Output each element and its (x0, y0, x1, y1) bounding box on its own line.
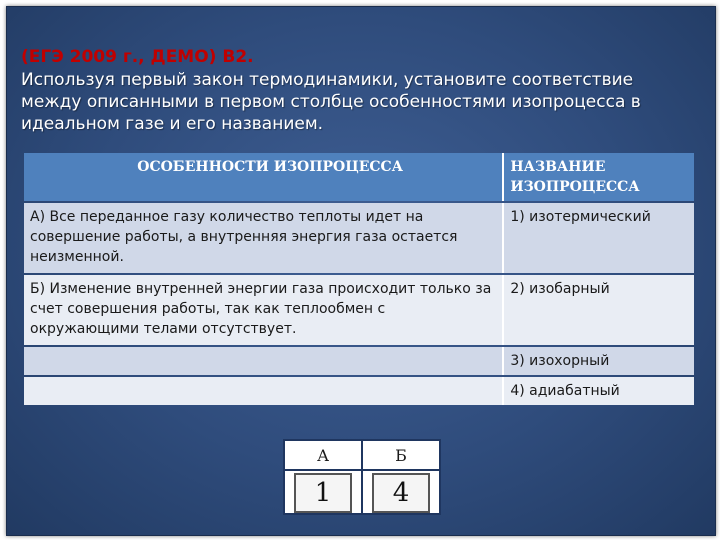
table-row (24, 377, 694, 405)
answer-table (283, 439, 441, 515)
process-cell: 1) изотермический (504, 203, 694, 273)
feature-cell: Б) Изменение внутренней энергии газа происходит только за счет совершения работы, так как теплообмен с окружающими телами отсутствует. (24, 275, 504, 345)
task-title: (ЕГЭ 2009 г., ДЕМО) B2. (21, 47, 254, 67)
answer-value-a[interactable]: 1 (294, 473, 352, 513)
matching-table (24, 151, 694, 407)
answer-label-a: А (284, 440, 362, 470)
table-row (24, 347, 694, 375)
table-row (24, 275, 694, 345)
table-header-row (24, 153, 694, 201)
feature-cell: А) Все переданное газу количество теплоты идет на совершение работы, а внутренняя энергия газа остается неизменной. (24, 203, 504, 273)
answer-cell-a (284, 470, 362, 514)
process-cell: 2) изобарный (504, 275, 694, 345)
process-cell: 3) изохорный (504, 347, 694, 375)
answer-cell-b (362, 470, 440, 514)
slide (6, 6, 716, 536)
table-row (24, 203, 694, 273)
column-header-names: НАЗВАНИЕ ИЗОПРОЦЕССА (504, 153, 694, 201)
column-header-features: ОСОБЕННОСТИ ИЗОПРОЦЕССА (24, 153, 504, 201)
task-question: Используя первый закон термодинамики, установите соответствие между описанными в первом столбце особенностями изопроцесса в идеальном газе и его названием. (21, 70, 641, 134)
feature-cell (24, 347, 504, 375)
answer-value-b[interactable]: 4 (372, 473, 430, 513)
answer-label-b: Б (362, 440, 440, 470)
process-cell: 4) адиабатный (504, 377, 694, 405)
feature-cell (24, 377, 504, 405)
